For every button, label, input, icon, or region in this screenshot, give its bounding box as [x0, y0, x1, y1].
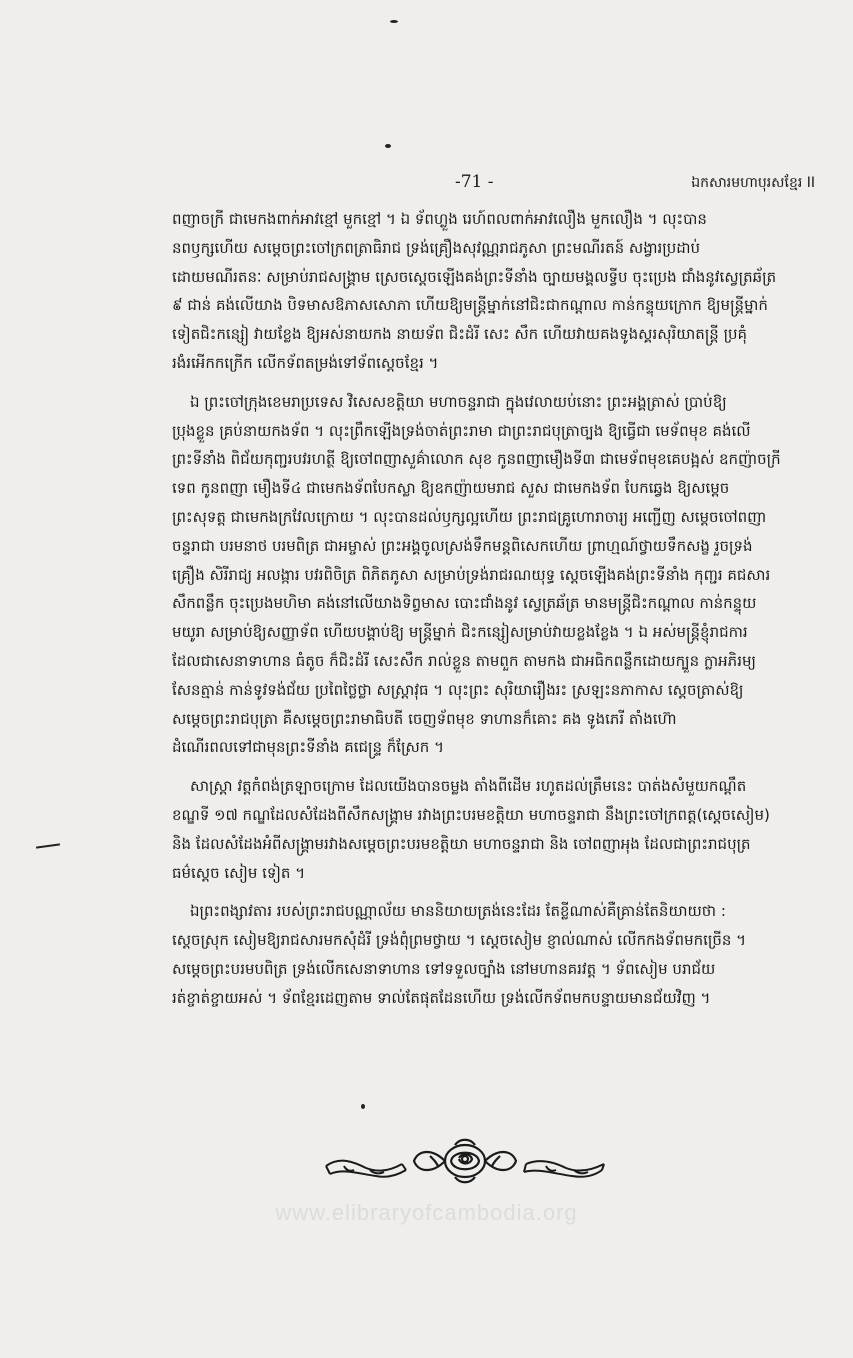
text-line: ទេព កូនពញា មឿងទី៤ ជាមេកងទ័ពបែកស្លា ឱ្យឧកញ៉ាយមរាជ សួស ជាមេកងទ័ព បែកឆ្វេង ឱ្យសម្តេច	[172, 479, 730, 498]
text-line: នពឫក្សហើយ សម្តេចព្រះចៅក្រពត្រាធិរាជ ទ្រង់គ្រឿងសុវណ្ណរាជភូសា ព្រះមណីរតន៍ សង្វារប្រដាប់	[172, 238, 701, 257]
text-line: សម្តេចព្រះបរមបពិត្រ ទ្រង់លើកសេនាទាហាន ទៅទទួលច្បាំង នៅមហានគរវត្ត ។ ទ័ពសៀម បរាជ័យ	[172, 959, 716, 978]
running-title: ឯកសារមហាបុរសខ្មែរ II	[691, 175, 815, 191]
watermark: www.elibraryofcambodia.org	[275, 1200, 578, 1225]
page-number: -71 -	[455, 172, 494, 192]
text-line: ទៀតជិះកន្សៀ វាយខ្លែង ឱ្យអស់នាយកង នាយទ័ព ជិះដំរី សេះ សឹក ហើយវាយគងទូងស្គរសុរិយាតន្ត្រី ប្រគុំ	[172, 325, 748, 344]
text-line: ចន្ទរាជា បរមនាថ បរមពិត្រ ជាអម្ចាស់ ព្រះអង្គចូលស្រង់ទឹកមន្តពិសេកហើយ ព្រាហ្មណ៍ថ្វាយទឹកសង្ខ រួចទ្រង់	[172, 536, 753, 555]
right-flourish-icon	[524, 1161, 604, 1177]
text-line: គ្រឿង សិរីរាជ្យ អលង្ការ បវរពិចិត្រ ពិភិតភូសា សម្រាប់ទ្រង់រាជរណយុទ្ធ ស្តេចឡើងគង់ព្រះទីនាំង កុញ្ជរ គជសារ	[172, 565, 771, 584]
text-line: ឯ ព្រះចៅក្រុងខេមរាប្រទេស វិសេសខត្តិយា មហាចន្ទរាជា ក្នុងវេលាយប់នោះ ព្រះអង្គត្រាស់ ប្រាប់ឱ្យ	[190, 392, 727, 411]
text-line: ធម៌ស្តេច សៀម ទៀត ។	[172, 863, 306, 882]
paragraph-3	[172, 772, 832, 887]
left-flourish-icon	[326, 1161, 406, 1177]
scan-speck-upper	[385, 144, 391, 148]
text-line: ពញាចក្រី ជាមេកងពាក់អាវខ្មៅ មួកខ្មៅ ។ ឯ ទ័ពហ្លួង រេហ៍ពលពាក់អាវលឿង មួកលឿង ។ លុះបាន	[172, 210, 707, 228]
body-text	[172, 205, 832, 1023]
text-line: សម្តេចព្រះរាជបុត្រា គឺសម្តេចព្រះរាមាធិបតី ចេញទ័ពមុខ ទាហានក៏គោះ គង ទូងភេរី តាំងហ៊ោ	[172, 709, 677, 728]
paragraph-2	[172, 388, 832, 762]
text-line: ខណ្ឌទី ១៧ កណ្ឌដែលសំដែងពីសឹកសង្គ្រាម រវាងព្រះបរមខត្តិយា មហាចន្ទរាជា នឹងព្រះចៅក្រពត្ត(ស្តេចសៀម)	[172, 805, 770, 824]
text-line: រងំរអើកកក្រើក លើកទ័ពតម្រង់ទៅទ័ពស្តេចខ្មែរ ។	[172, 353, 439, 372]
text-line: ព្រះសុទត្ត ជាមេកងក្រវែលក្រោយ ។ លុះបានដល់ឫក្សល្អហើយ ព្រះរាជគ្រូហោរាចារ្យ អញ្ជើញ សម្តេចចៅពញា	[172, 507, 767, 526]
text-line: ៩ ជាន់ គង់លើយាង បិទមាសឱភាសសោភា ហើយឱ្យមន្ត្រីម្នាក់នៅជិះជាកណ្តាល កាន់កន្ទុយក្រោក ឱ្យមន្ត្រីម្នាក់	[172, 296, 768, 315]
text-line: ព្រះទីនាំង ពិជ័យកុញ្ជរបវរហត្ថី ឱ្យចៅពញាសួគ៌ាលោក សុខ កូនពញាមឿងទី៣ ជាមេទ័ពមុខគេបង្អស់ ឧកញ៉ាចក្រី	[172, 450, 781, 469]
text-line: មយូរា សម្រាប់ឱ្យសញ្ញាទ័ព ហើយបង្គាប់ឱ្យ មន្ត្រីម្នាក់ ជិះកន្សៀសម្រាប់វាយខ្លងខ្លែង ។ ឯ អស់មន្ត្រីខ្ញុំរាជការ	[172, 623, 748, 642]
text-line: ប្រុងខ្លួន គ្រប់នាយកងទ័ព ។ លុះព្រឹកឡើងទ្រង់ចាត់ព្រះរាមា ជាព្រះរាជបុត្រាច្បង ឱ្យធ្វើជា មេទ័ពមុខ គង់លើ	[172, 421, 751, 440]
paragraph-1	[172, 205, 832, 378]
floral-ornament-divider	[320, 1128, 610, 1198]
text-line: សែនត្មាន់ កាន់ទូវទង់ជ័យ ប្រពៃថ្លៃថ្លា សស្ត្រាវុធ ។ លុះព្រះ សុរិយារឿងរះ ស្រឡះនភាកាស ស្តេចត្រាស់ឱ្យ	[172, 680, 744, 699]
text-line: សាស្ត្រា វត្តកំពង់ត្រឡាចក្រោម ដែលយើងបានចម្លង តាំងពីដើម រហូតដល់ត្រឹមនេះ បាត់ងសំមួយកណ្តឹត	[190, 777, 747, 796]
text-line: សឹកពន្លឹក ចុះប្រេងមហិមា គង់នៅលើយាងទិព្វមាស បោះជាំងនូវ ស្វេត្រឆ័ត្រ មានមន្ត្រីជិះកណ្តាល កាន់កន្ទុយ	[172, 594, 757, 613]
text-line: ស្តេចស្រុក សៀមឱ្យរាជសារមកសុំដំរី ទ្រង់ពុំព្រមថ្វាយ ។ ស្តេចសៀម ខ្ញាល់ណាស់ លើកកងទ័ពមកច្រើន ។	[172, 931, 747, 950]
scan-speck-lower	[361, 1104, 365, 1109]
page-header	[0, 172, 853, 196]
text-line: ដែលជាសេនាទាហាន ធំតូច ក៏ជិះដំរី សេះសឹក រាល់ខ្លួន តាមពួក តាមកង ជាអធិកពន្លឹកដោយក្បួន ក្លាអភិរម្យ	[172, 651, 756, 670]
scan-speck-top	[390, 20, 398, 23]
margin-pen-mark	[36, 843, 60, 848]
text-line: ដំណើរពលទៅជាមុនព្រះទីនាំង គជេន្ទ្រ ក៏ស្រែក ។	[172, 738, 444, 757]
rose-icon	[414, 1140, 516, 1183]
text-line: ឯព្រះពង្សាវតារ របស់ព្រះរាជបណ្ណាល័យ មាននិយាយត្រង់នេះដែរ តែខ្លីណាស់គឺគ្រាន់តែនិយាយថា :	[190, 902, 726, 921]
text-line: និង ដែលសំដែងអំពីសង្គ្រាមរវាងសម្តេចព្រះបរមខត្តិយា មហាចន្ទរាជា និង ចៅពញាអុង ដែលជាព្រះរាជបុត្រ	[172, 834, 751, 853]
text-line: រត់ខ្ចាត់ខ្ចាយអស់ ។ ទ័ពខ្មែរដេញតាម ទាល់តែផុតដែនហើយ ទ្រង់លើកទ័ពមកបន្ទាយមានជ័យវិញ ។	[172, 988, 711, 1007]
text-line: ដោយមណីរតនៈ សម្រាប់រាជសង្គ្រាម ស្រេចស្តេចឡើងគង់ព្រះទីនាំង ច្បាយមង្គលទ្វីប ចុះប្រេង ជាំងនូវស្វេត្រឆ័ត្រ	[172, 267, 777, 286]
paragraph-4	[172, 897, 832, 1012]
